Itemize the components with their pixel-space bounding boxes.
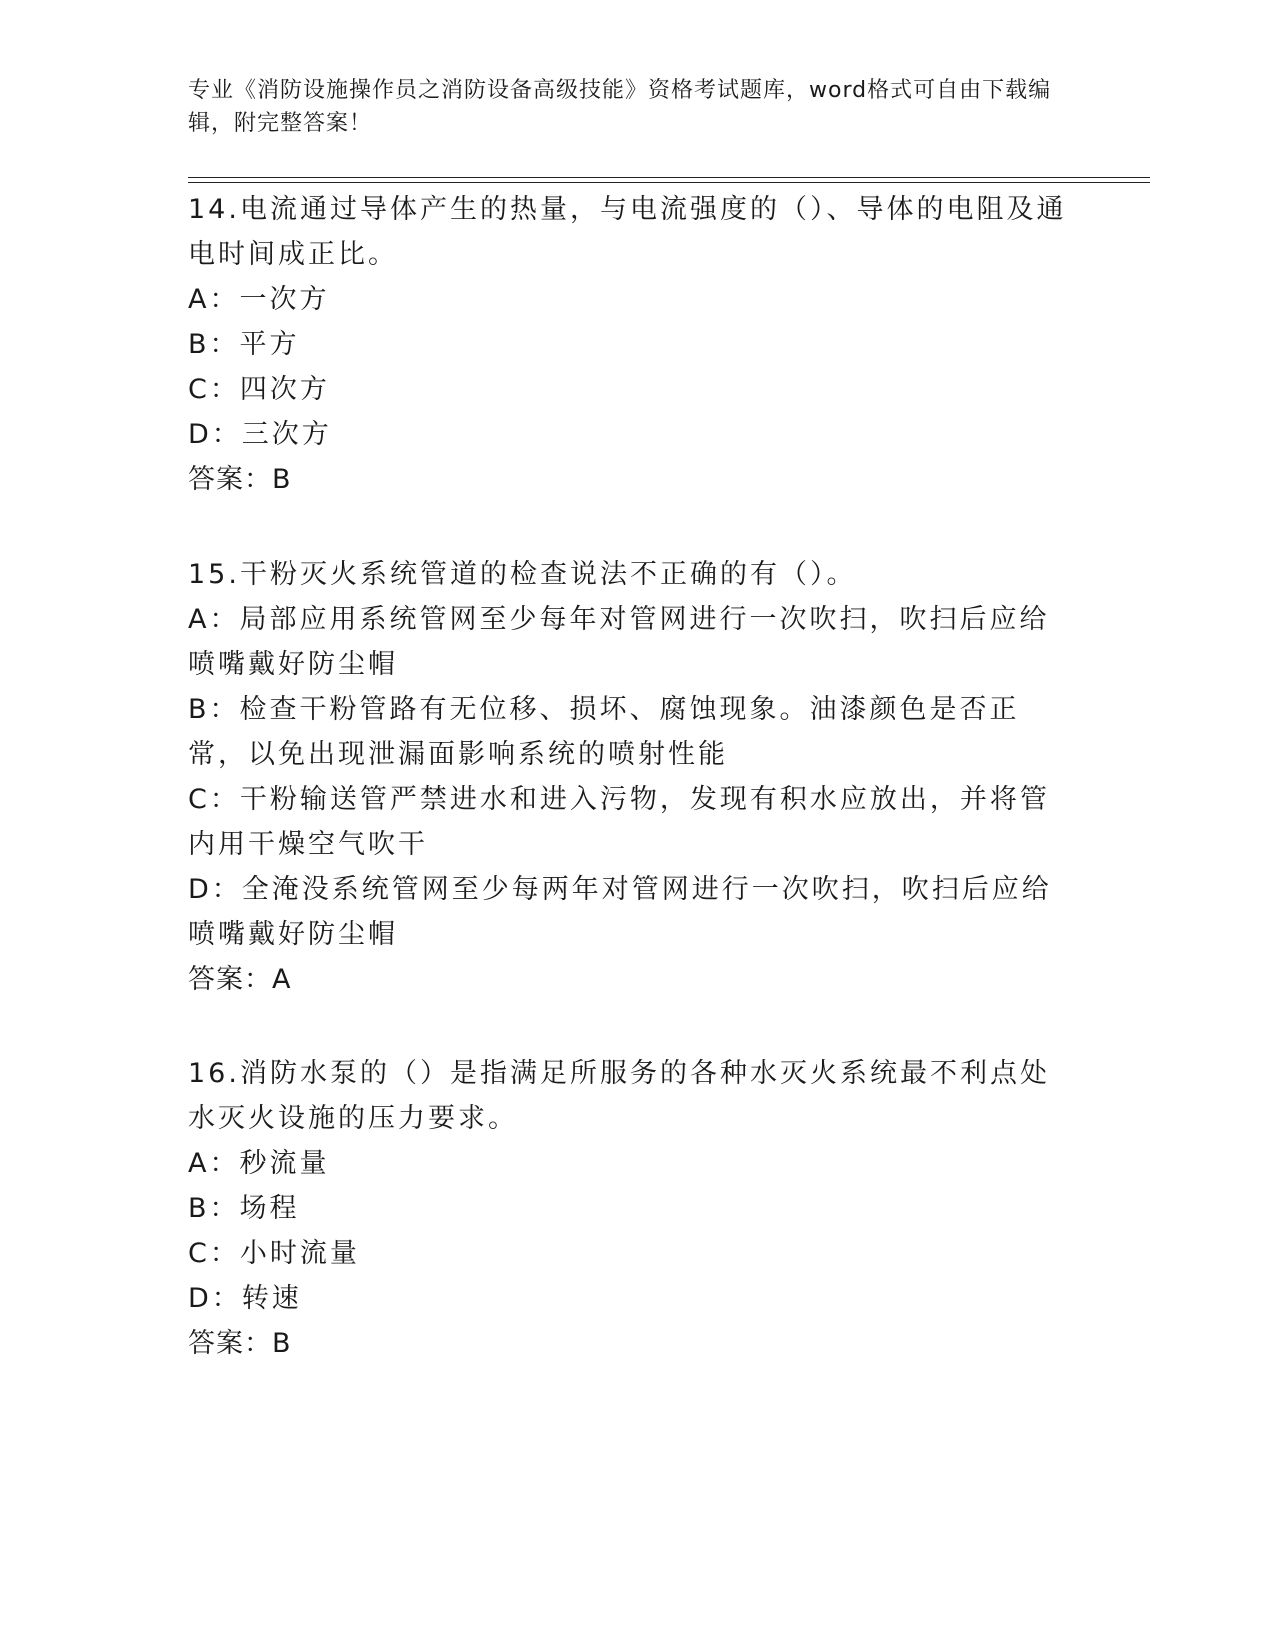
option-d: D：转速 xyxy=(188,1283,302,1314)
question-15 xyxy=(188,552,1078,1002)
header-divider-top xyxy=(188,177,1150,178)
answer: 答案：B xyxy=(188,1328,292,1359)
option-c: C：四次方 xyxy=(188,374,330,405)
question-14 xyxy=(188,187,1078,502)
document-header-note: 专业《消防设施操作员之消防设备高级技能》资格考试题库，word格式可自由下载编辑，附完整答案！ xyxy=(188,78,1052,136)
option-d: D：三次方 xyxy=(188,419,332,450)
option-a: A：局部应用系统管网至少每年对管网进行一次吹扫，吹扫后应给喷嘴戴好防尘帽 xyxy=(188,604,1050,680)
question-stem: 14.电流通过导体产生的热量，与电流强度的（）、导体的电阻及通电时间成正比。 xyxy=(188,194,1067,270)
question-stem: 16.消防水泵的（）是指满足所服务的各种水灭火系统最不利点处水灭火设施的压力要求。 xyxy=(188,1058,1050,1134)
answer: 答案：A xyxy=(188,964,292,995)
option-a: A：秒流量 xyxy=(188,1148,330,1179)
question-16 xyxy=(188,1051,1078,1366)
answer: 答案：B xyxy=(188,464,292,495)
option-c: C：干粉输送管严禁进水和进入污物，发现有积水应放出，并将管内用干燥空气吹干 xyxy=(188,784,1050,860)
option-b: B：平方 xyxy=(188,329,300,360)
question-stem: 15.干粉灭火系统管道的检查说法不正确的有（）。 xyxy=(188,559,857,590)
option-c: C：小时流量 xyxy=(188,1238,360,1269)
option-a: A：一次方 xyxy=(188,284,330,315)
option-b: B：场程 xyxy=(188,1193,300,1224)
option-d: D：全淹没系统管网至少每两年对管网进行一次吹扫，吹扫后应给喷嘴戴好防尘帽 xyxy=(188,874,1052,950)
header-divider-bottom xyxy=(188,182,1150,183)
option-b: B：检查干粉管路有无位移、损坏、腐蚀现象。油漆颜色是否正常，以免出现泄漏面影响系统的喷射性能 xyxy=(188,694,1020,770)
